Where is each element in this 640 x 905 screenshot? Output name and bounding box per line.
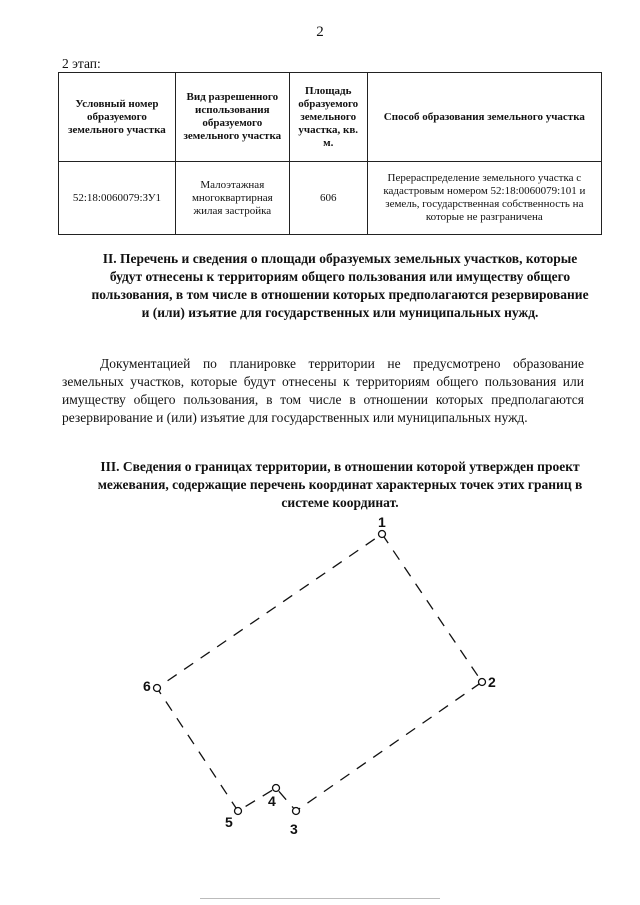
- boundary-polygon: [157, 534, 482, 811]
- boundary-point-6: [143, 678, 161, 694]
- header-area: Площадь образуемого земельного участка, кв. м.: [289, 73, 367, 162]
- boundary-point-3: [290, 808, 300, 838]
- section-2-paragraph: Документацией по планировке территории не предусмотрено образование земельных участков, которые будут отнесены к территориям общего пользования или имуществу общего пользования, в том числе в отношении которых предполагаются резервирование и (или) изъятие для государственных или муниципальных нужд.: [62, 356, 584, 425]
- cell-formation-method: Перераспределение земельного участка с кадастровым номером 52:18:0060079:101 и земель, государственная собственность на которые не разграничена: [367, 162, 601, 235]
- point-label-2: 2: [488, 674, 496, 690]
- parcel-table: [58, 72, 602, 235]
- cell-permitted-use: Малоэтажная многоквартирная жилая застройка: [175, 162, 289, 235]
- boundary-scheme: [0, 505, 640, 845]
- boundary-point-5: [225, 808, 242, 831]
- section-2-heading: II. Перечень и сведения о площади образуемых земельных участков, которые будут отнесены к территориям общего пользования или имуществу общего пользования, в том числе в отношении которых предполагаются резервирование и (или) изъятие для государственных или муниципальных нужд.: [91, 251, 589, 320]
- section-3-heading: III. Сведения о границах территории, в отношении которой утвержден проект межевания, содержащие перечень координат характерных точек этих границ в системе координат.: [97, 459, 583, 510]
- point-label-5: 5: [225, 814, 233, 830]
- table-header-row: [59, 73, 602, 162]
- header-formation-method: Способ образования земельного участка: [367, 73, 601, 162]
- point-label-3: 3: [290, 821, 298, 837]
- table-row: [59, 162, 602, 235]
- stage-label: 2 этап:: [62, 56, 101, 71]
- page-number: 2: [316, 24, 324, 40]
- header-permitted-use: Вид разрешенного использования образуемого земельного участка: [175, 73, 289, 162]
- point-label-6: 6: [143, 678, 151, 694]
- boundary-point-4: [268, 785, 280, 810]
- cell-parcel-number: 52:18:0060079:ЗУ1: [59, 162, 176, 235]
- cell-area: 606: [289, 162, 367, 235]
- point-label-4: 4: [268, 793, 276, 809]
- point-label-1: 1: [378, 514, 386, 530]
- boundary-point-1: [378, 514, 386, 538]
- boundary-point-2: [479, 674, 497, 690]
- footer-divider: [200, 898, 440, 899]
- header-parcel-number: Условный номер образуемого земельного участка: [59, 73, 176, 162]
